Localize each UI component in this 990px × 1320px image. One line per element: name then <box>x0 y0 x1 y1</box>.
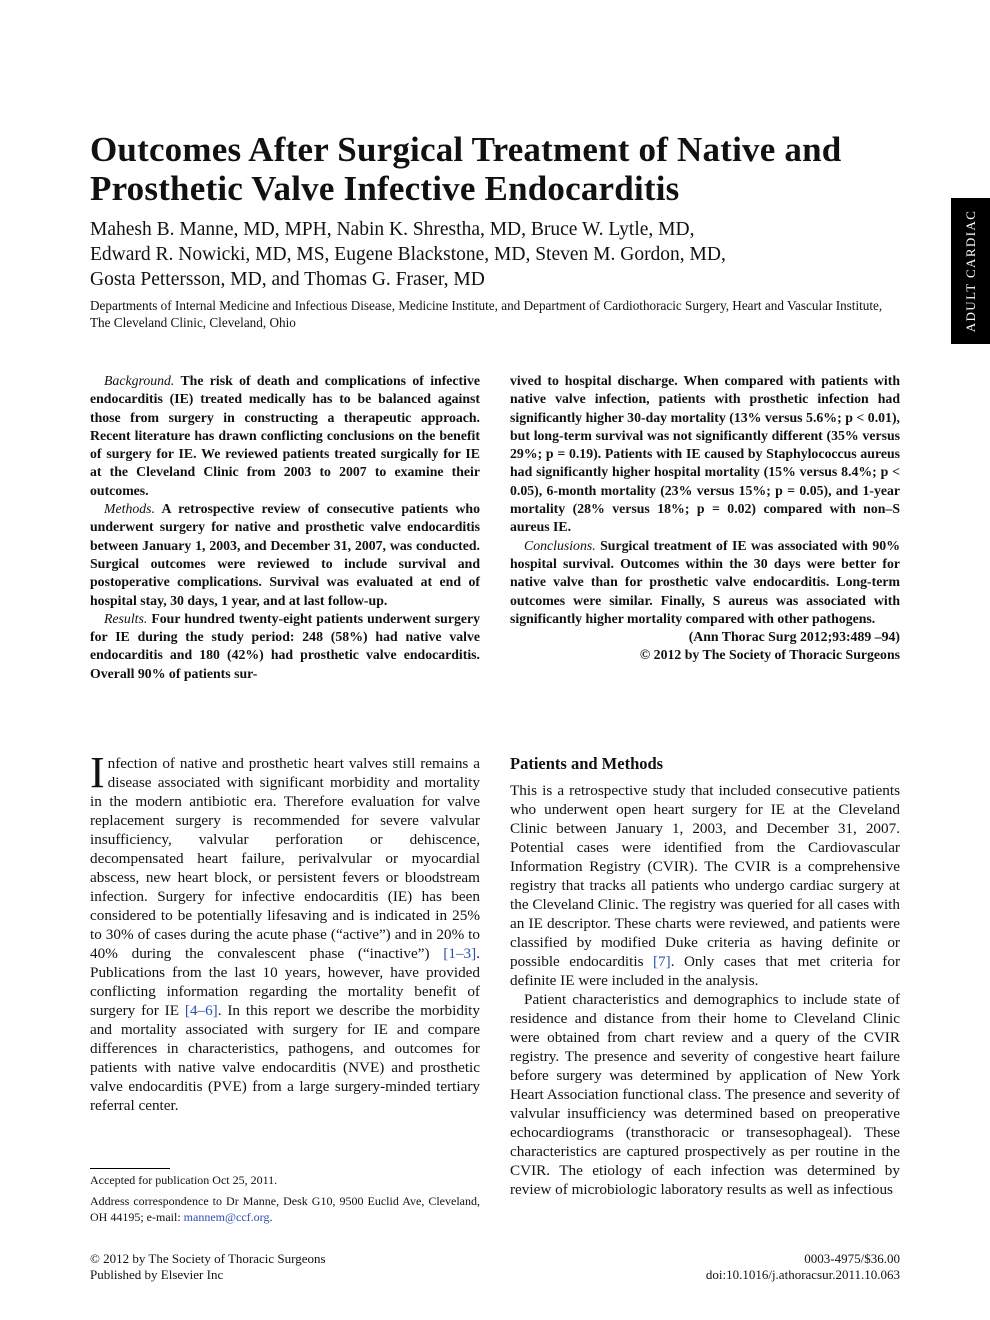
reference-link[interactable]: [4–6] <box>184 1002 218 1019</box>
intro-text: . In this report we describe the morbidity and mortality associated with surgery for IE and compare differences in characteristics, pathogens, and outcomes for patients with native valve endocarditis (NVE) and prosthetic valve endocarditis (PVE) from a large surgery-minded tertiary referral center. <box>90 1002 480 1114</box>
intro-text: nfection of native and prosthetic heart valves still remains a disease associated with significant morbidity and mortality in the modern antibiotic era. Therefore evaluation for valve replacement surgery is recommended for severe valvular insufficiency, valvular perforation or dehiscence, decompensated heart failure, perivalvular or myocardial abscess, new heart block, or persistent fevers or bloodstream infection. Surgery for infective endocarditis (IE) has been considered to be potentially lifesaving and is indicated in 25% to 30% of cases during the acute phase (“active”) and in 20% to 40% during the convalescent phase (“inactive”) <box>90 755 480 962</box>
abstract-methods-label: Methods. <box>104 501 155 517</box>
author-list <box>90 217 880 292</box>
section-heading: Patients and Methods <box>510 754 664 773</box>
correspondence-address <box>90 1194 480 1225</box>
author-line: Mahesh B. Manne, MD, MPH, Nabin K. Shrestha, MD, Bruce W. Lytle, MD, <box>90 219 695 240</box>
abstract-background-label: Background. <box>104 373 175 388</box>
address-end: . <box>269 1209 273 1224</box>
abstract-conclusions-label: Conclusions. <box>524 537 596 553</box>
abstract-left-column <box>90 372 480 683</box>
abstract-results-part-1: Four hundred twenty-eight patients underwent surgery for IE during the study period: 248 (58%) had native valve endocarditis and 180 (42%) had prosthetic valve endocarditis. Overall 90% of patients sur- <box>90 610 480 681</box>
abstract-methods: A retrospective review of consecutive patients who underwent surgery for native and prosthetic valve endocarditis between January 1, 2003, and December 31, 2007, was conducted. Surgical outcomes were reviewed to include survival and postoperative complications. Survival was evaluated at end of hospital stay, 30 days, 1 year, and at last follow-up. <box>90 501 480 608</box>
abstract-background: The risk of death and complications of infective endocarditis (IE) treated medically has to be balanced against those from surgery in constructing a therapeutic approach. Recent literature has drawn conflicting conclusions on the benefit of surgery for IE. We reviewed patients treated surgically for IE at the Cleveland Clinic from 2003 to 2007 to examine their outcomes. <box>90 373 480 498</box>
methods-text: . Only cases that met criteria for definite IE were included in the analysis. <box>510 953 901 989</box>
footer-issn-price: 0003-4975/$36.00 <box>804 1251 900 1266</box>
abstract-results-part-2: vived to hospital discharge. When compared with patients with native valve infection, patients with prosthetic infection had significantly higher 30-day mortality (13% versus 5.6%; p < 0.01), but long-term survival was not significantly different (35% versus 29%; p = 0.19). Patients with IE caused by Staphylococcus aureus had significantly higher hospital mortality (15% versus 8.4%; p < 0.05), 6-month mortality (23% versus 15%; p = 0.05), and 1-year mortality (28% versus 18%; p = 0.02) compared with non–S aureus IE. <box>510 373 900 535</box>
methods-paragraph: Patient characteristics and demographics to include state of residence and distance from their home to Cleveland Clinic were obtained from chart review and a query of the CVIR registry. The presence and severity of congestive heart failure before surgery was determined by application of New York Heart Association functional class. The presence and severity of valvular insufficiency was determined based on preoperative echocardiograms (transthoracic or transesophageal). These characteristics are captured prospectively as per routine in the CVIR. The etiology of each infection was determined by review of microbiologic laboratory results as well as infectious <box>510 991 900 1198</box>
intro-text: . Publications from the last 10 years, however, have provided conflicting information regarding the mortality benefit of surgery for IE <box>90 945 480 1019</box>
footer-copyright: © 2012 by The Society of Thoracic Surgeons <box>90 1251 326 1266</box>
article-title: Outcomes After Surgical Treatment of Native and Prosthetic Valve Infective Endocarditis <box>90 130 842 208</box>
introduction-section <box>90 748 480 1115</box>
affiliation: Departments of Internal Medicine and Infectious Disease, Medicine Institute, and Department of Cardiothoracic Surgery, Heart and Vascular Institute, The Cleveland Clinic, Cleveland, Ohio <box>90 298 883 330</box>
abstract-right-column <box>510 372 900 665</box>
abstract-results-label: Results. <box>104 610 148 626</box>
footer-left <box>90 1251 490 1282</box>
author-line: Gosta Pettersson, MD, and Thomas G. Fraser, MD <box>90 269 485 290</box>
reference-link[interactable]: [1–3] <box>443 945 477 962</box>
patients-methods-section <box>510 754 900 1199</box>
side-tab-label: ADULT CARDIAC <box>962 209 978 333</box>
footer-right <box>590 1251 900 1282</box>
abstract-citation: (Ann Thorac Surg 2012;93:489 –94) <box>688 629 900 645</box>
abstract-conclusions: Surgical treatment of IE was associated with 90% hospital survival. Outcomes within the 30 days were better for native valve than for prosthetic valve endocarditis. Long-term outcomes were similar. Finally, S aureus was associated with significantly higher mortality compared with other pathogens. <box>510 537 900 626</box>
abstract-copyright: © 2012 by The Society of Thoracic Surgeons <box>639 647 900 663</box>
footer-publisher: Published by Elsevier Inc <box>90 1266 224 1282</box>
footer-doi: doi:10.1016/j.athoracsur.2011.10.063 <box>705 1266 900 1282</box>
drop-cap: I <box>90 748 105 797</box>
email-link[interactable]: mannem@ccf.org <box>183 1209 270 1224</box>
methods-text: This is a retrospective study that included consecutive patients who underwent open heart surgery for IE at the Cleveland Clinic between January 1, 2003, and December 31, 2007. Potential cases were identified from the Cardiovascular Information Registry (CVIR). The CVIR is a comprehensive registry that tracks all patients who undergo cardiac surgery at the Cleveland Clinic. The registry was queried for all cases with an IE descriptor. These charts were reviewed, and patients were classified by modified Duke criteria as having definite or possible endocarditis <box>510 782 900 970</box>
author-line: Edward R. Nowicki, MD, MS, Eugene Blackstone, MD, Steven M. Gordon, MD, <box>90 244 726 265</box>
address-text: Address correspondence to Dr Manne, Desk G10, 9500 Euclid Ave, Cleveland, OH 44195; e-mail: <box>90 1194 480 1224</box>
footnote-divider <box>90 1168 170 1169</box>
reference-link[interactable]: [7] <box>652 953 671 970</box>
footnotes <box>90 1173 480 1231</box>
accepted-date: Accepted for publication Oct 25, 2011. <box>90 1173 278 1187</box>
section-side-tab <box>951 198 990 344</box>
